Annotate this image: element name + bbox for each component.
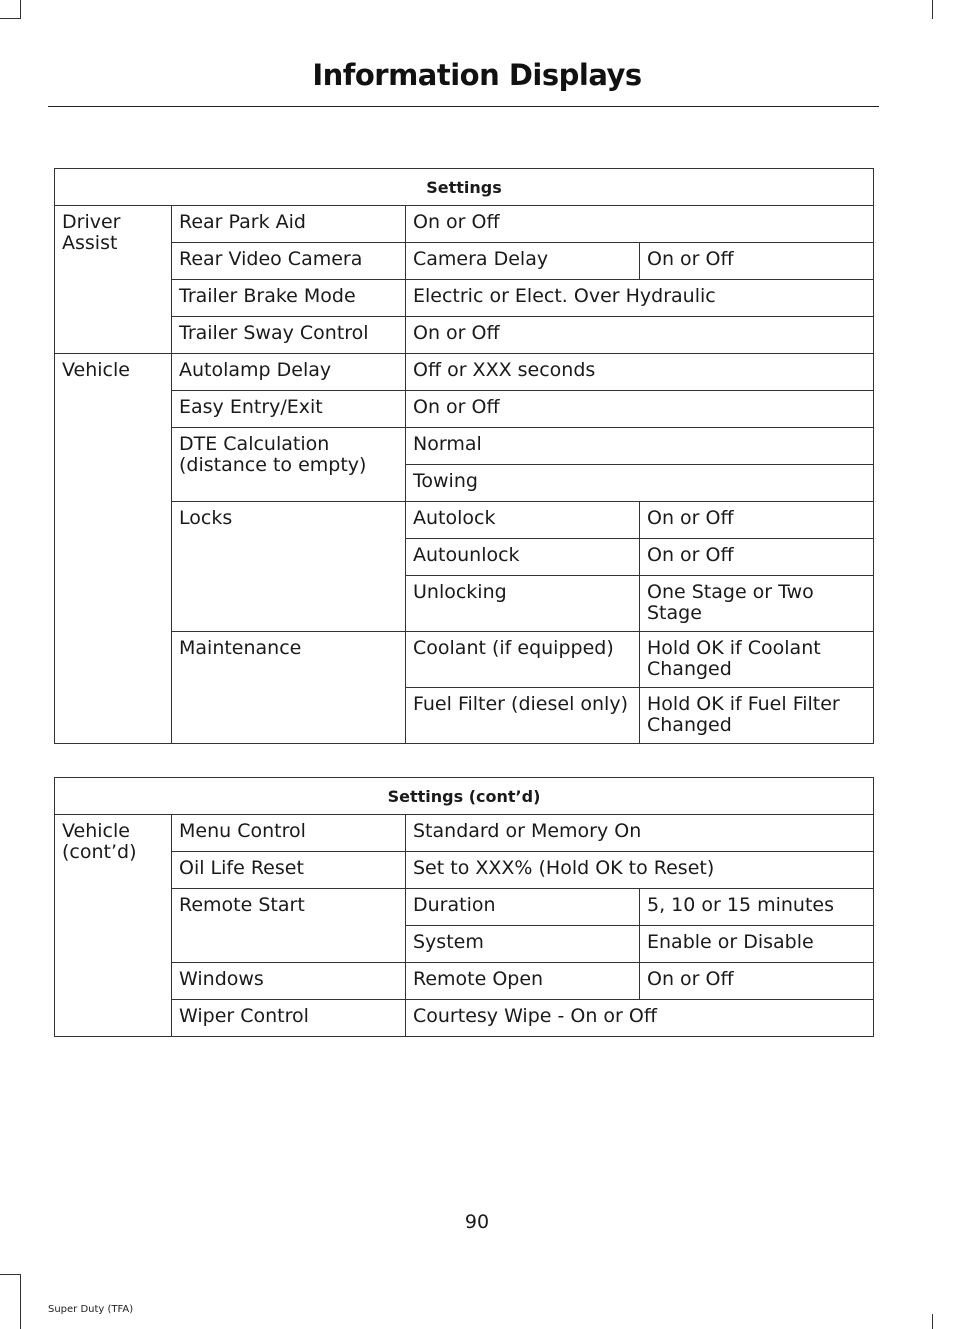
table-row [55,963,874,1000]
setting-label: Easy Entry/Exit [172,391,406,428]
table-row [55,243,874,280]
setting-value: On or Off [406,391,874,428]
setting-value: Electric or Elect. Over Hydraulic [406,280,874,317]
table-row [55,206,874,243]
setting-option: Coolant (if equipped) [406,632,640,688]
crop-mark [932,1314,933,1329]
setting-label: Wiper Control [172,1000,406,1037]
crop-mark [20,1274,21,1329]
setting-option: System [406,926,640,963]
setting-label: Oil Life Reset [172,852,406,889]
setting-label: Maintenance [172,632,406,744]
setting-value: On or Off [640,963,874,1000]
table-header: Settings [55,169,874,206]
setting-label: Locks [172,502,406,632]
setting-label: DTE Calculation (distance to empty) [172,428,406,502]
setting-label: Remote Start [172,889,406,963]
setting-value: On or Off [640,502,874,539]
setting-label: Trailer Brake Mode [172,280,406,317]
page-number: 90 [464,1211,490,1233]
setting-option: Camera Delay [406,243,640,280]
setting-option: Autounlock [406,539,640,576]
setting-label: Rear Video Camera [172,243,406,280]
footer-text: Super Duty (TFA) [48,1304,134,1315]
table-row [55,354,874,391]
setting-value: On or Off [640,539,874,576]
setting-value: On or Off [406,317,874,354]
setting-value: Hold OK if Coolant Changed [640,632,874,688]
setting-option: Duration [406,889,640,926]
setting-label: Rear Park Aid [172,206,406,243]
setting-label: Menu Control [172,815,406,852]
table-header-row [55,169,874,206]
setting-option: Towing [406,465,874,502]
table-row [55,502,874,539]
table-row [55,317,874,354]
table-row [55,632,874,688]
table-row [55,815,874,852]
table-row [55,1000,874,1037]
setting-value: Standard or Memory On [406,815,874,852]
settings-table [54,168,874,744]
setting-label: Autolamp Delay [172,354,406,391]
setting-option: Remote Open [406,963,640,1000]
setting-value: On or Off [406,206,874,243]
table-row [55,889,874,926]
table-row [55,428,874,465]
crop-mark [20,0,21,19]
table-header: Settings (cont’d) [55,778,874,815]
setting-value: One Stage or Two Stage [640,576,874,632]
setting-value: Off or XXX seconds [406,354,874,391]
title-divider [48,106,879,107]
setting-value: Set to XXX% (Hold OK to Reset) [406,852,874,889]
page-title: Information Displays [312,58,642,92]
table-row [55,280,874,317]
table-row [55,391,874,428]
setting-option: Normal [406,428,874,465]
setting-value: 5, 10 or 15 minutes [640,889,874,926]
setting-value: Courtesy Wipe - On or Off [406,1000,874,1037]
settings-contd-table [54,777,874,1037]
setting-option: Unlocking [406,576,640,632]
table-row [55,852,874,889]
crop-mark [932,0,933,19]
category-vehicle: Vehicle [55,354,172,744]
table-header-row [55,778,874,815]
setting-value: Enable or Disable [640,926,874,963]
category-driver-assist: Driver Assist [55,206,172,354]
crop-mark [0,18,20,19]
setting-label: Trailer Sway Control [172,317,406,354]
category-vehicle-contd: Vehicle (cont’d) [55,815,172,1037]
setting-label: Windows [172,963,406,1000]
setting-value: On or Off [640,243,874,280]
setting-option: Fuel Filter (diesel only) [406,688,640,744]
setting-option: Autolock [406,502,640,539]
setting-value: Hold OK if Fuel Filter Changed [640,688,874,744]
crop-mark [0,1274,20,1275]
